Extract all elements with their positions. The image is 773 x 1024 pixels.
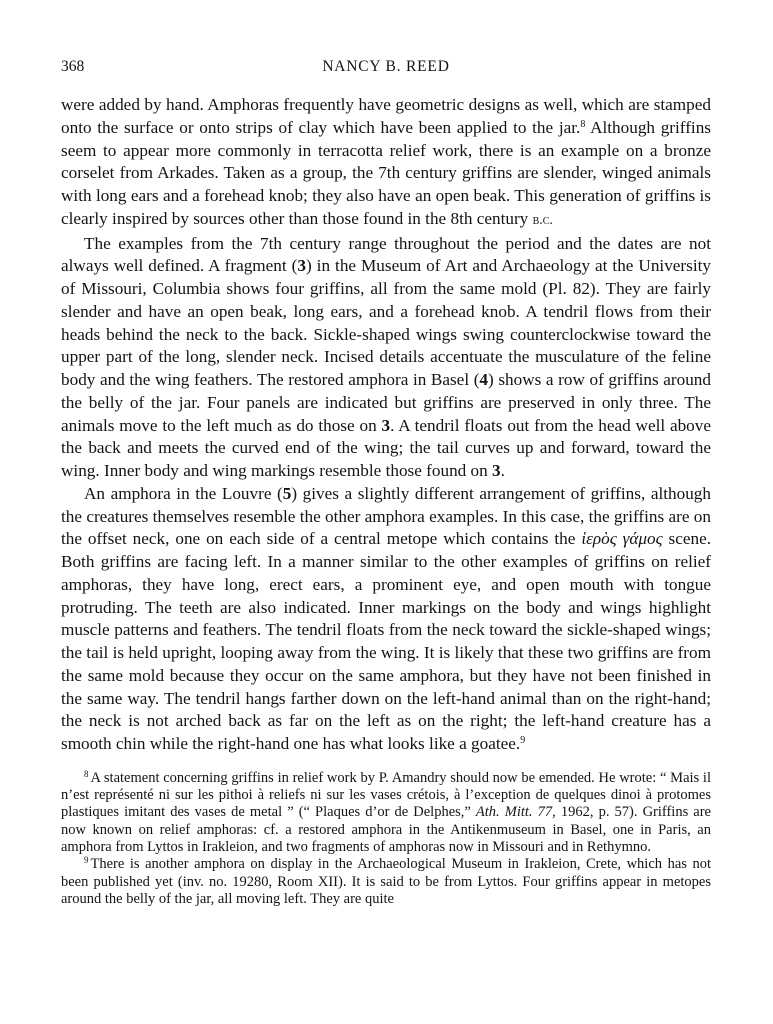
- footnote-mark: 8: [84, 768, 89, 779]
- journal-title: Ath. Mitt.: [475, 804, 533, 821]
- footnote-mark: 9: [84, 855, 89, 866]
- body-text: [61, 94, 711, 756]
- catalog-number: 3: [297, 256, 306, 276]
- footnotes: [61, 770, 711, 908]
- text-run: An amphora in the Louvre (: [84, 483, 283, 503]
- page-header: [61, 58, 711, 84]
- footnote-9: [61, 856, 711, 908]
- text-run: There is another amphora on display in the Archaeological Museum in Irakleion, Crete, which has not been published yet (inv. no. 19280, Room XII). It is said to be from Lyttos. Four griffins appear in metopes around the belly of the jar, all moving left. They are quite: [61, 856, 711, 907]
- page-number: 368: [61, 58, 85, 75]
- paragraph-2: [61, 233, 711, 483]
- text-run: . A tendril floats out from the head well above the back and meets the curved end of the wing; the tail curves up and forward, toward the wing. Inner body and wing markings resemble those found on: [61, 415, 712, 480]
- journal-volume: 77,: [537, 804, 556, 821]
- running-head: NANCY B. REED: [322, 58, 450, 75]
- text-run: 1962, p. 57). Griffins are now known on relief amphoras: cf. a restored amphora in the Antikenmuseum in Basel, one in Paris, an amphora from Lyttos in Irakleion, and two fragments of amphoras now in Missouri and in Rethymno.: [61, 804, 711, 855]
- text-run: ) shows a row of griffins around the belly of the jar. Four panels are indicated but griffins are preserved in only three. The animals move to the left much as do those on: [61, 370, 711, 435]
- greek-term: ἱερὸς γάμος: [581, 529, 663, 549]
- text-run: A statement concerning griffins in relief work by P. Amandry should now be emended. He wrote: “ Mais il n’est représenté ni sur les pithoi à reliefs ni sur les vases crétois, à l’exception de quelques dinoi à protomes plastiques imitant des vases de metal ” (“ Plaques d’or de Delphes,”: [61, 769, 711, 821]
- footnote-8: [61, 770, 711, 856]
- text-run: ) in the Museum of Art and Archaeology at the University of Missouri, Columbia shows four griffins, all from the same mold (Pl. 82). They are fairly slender and have an open beak, long ears, and a forehead knob. A tendril flows from their heads behind the neck to the back. Sickle-shaped wings swing counterclockwise toward the upper part of the long, slender neck. Incised details accentuate the musculature of the feline body and the wing feathers. The restored amphora in Basel (: [61, 256, 711, 389]
- catalog-number: 5: [282, 483, 292, 503]
- text-run: ) gives a slightly different arrangement of griffins, although the creatures themselves resemble the other amphora examples. In this case, the griffins are on the offset neck, one on each side of a central metope which contains the: [61, 483, 711, 549]
- page: [61, 58, 711, 908]
- text-run: The examples from the 7th century range throughout the period and the dates are not always well defined. A fragment (: [61, 233, 711, 276]
- footnote-ref-9[interactable]: 9: [520, 735, 526, 746]
- paragraph-1: [61, 94, 711, 233]
- footnote-ref-8[interactable]: 8: [580, 118, 586, 130]
- text-run: scene. Both griffins are facing left. In a manner similar to the other examples of griffins on relief amphoras, they have long, erect ears, a prominent eye, and open mouth with tongue protruding. The teeth are also indicated. Inner markings on the body and wings highlight muscle patterns and feathers. The tendril floats from the neck toward the sickle-shaped wings; the tail is held upright, looping away from the wing. It is likely that these two griffins are from the same mold because they occur on the same amphora, but they have not been finished in the same way. The tendril hangs farther down on the left-hand animal than on the right-hand; the neck is not arched back as far on the left as on the right; the left-hand creature has a smooth chin while the right-hand one has what looks like a goatee.: [61, 529, 712, 753]
- text-run: .: [500, 461, 505, 480]
- paragraph-3: [61, 483, 711, 756]
- catalog-number: 3: [381, 415, 391, 435]
- catalog-number: 4: [479, 370, 489, 389]
- era-abbrev: b.c.: [532, 212, 553, 228]
- text-run: Although griffins seem to appear more commonly in terracotta relief work, there is an example on a bronze corselet from Arkades. Taken as a group, the 7th century griffins are slender, winged animals with long ears and a forehead knob; they also have an open beak. This generation of griffins is clearly inspired by sources other than those found in the 8th century: [61, 117, 711, 228]
- catalog-number: 3: [492, 461, 501, 480]
- text-run: were added by hand. Amphoras frequently have geometric designs as well, which are stamped onto the surface or onto strips of clay which have been applied to the jar.: [61, 95, 711, 137]
